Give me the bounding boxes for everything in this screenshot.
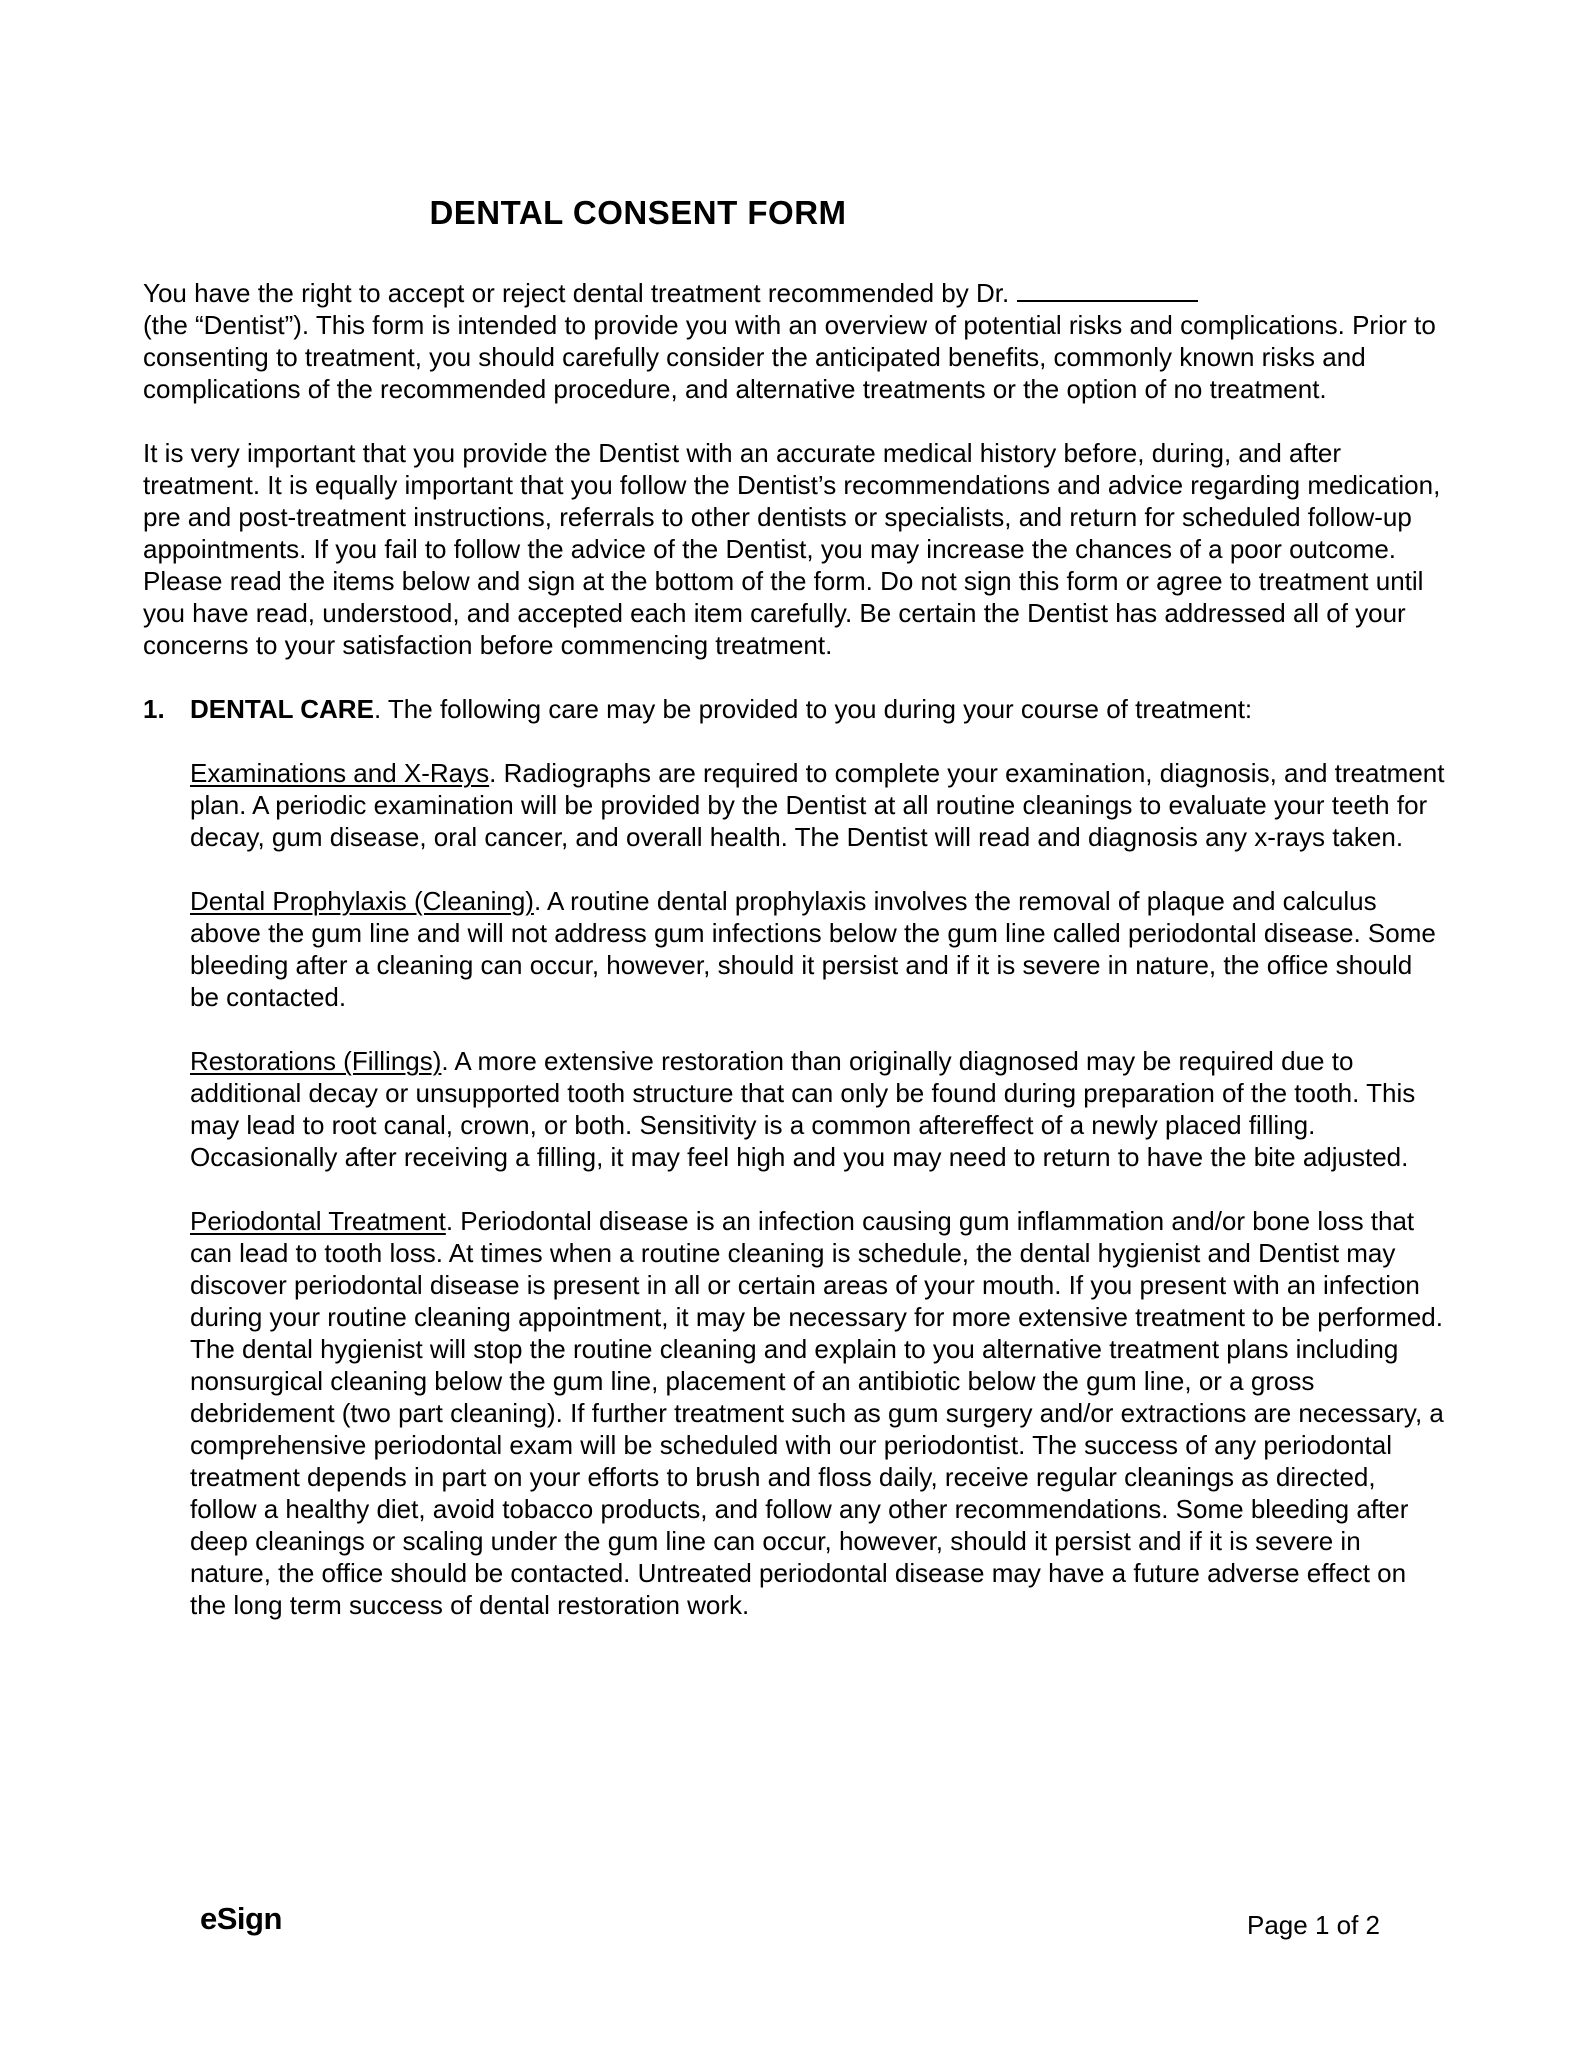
subsection-examinations	[190, 757, 1445, 853]
subsection-restorations-heading: Restorations (Fillings)	[190, 1046, 442, 1076]
subsection-restorations-body: . A more extensive restoration than originally diagnosed may be required due to additional decay or unsupported tooth structure that can only be found during preparation of the tooth. This may lead to root canal, crown, or both. Sensitivity is a common aftereffect of a newly placed filling. Occasionally after receiving a filling, it may feel high and you may need to return to have the bite adjusted.	[190, 1046, 1416, 1172]
intro-line1-text: You have the right to accept or reject dental treatment recommended by Dr.	[143, 278, 1010, 308]
esign-logo: eSign	[200, 1901, 282, 1936]
dental-care-heading-line	[190, 693, 1252, 725]
dental-care-item	[143, 693, 1445, 725]
document-content	[143, 193, 1445, 1653]
subsection-restorations	[190, 1045, 1445, 1173]
subsection-periodontal	[190, 1205, 1445, 1621]
subsection-examinations-body: . Radiographs are required to complete your examination, diagnosis, and treatment plan. A periodic examination will be provided by the Dentist at all routine cleanings to evaluate your teeth for decay, gum disease, oral cancer, and overall health. The Dentist will read and diagnosis any x-rays taken.	[190, 758, 1445, 852]
subsection-prophylaxis-heading: Dental Prophylaxis (Cleaning)	[190, 886, 534, 916]
page-number: Page 1 of 2	[1247, 1910, 1380, 1940]
dental-care-heading: DENTAL CARE	[190, 694, 374, 724]
subsection-periodontal-heading: Periodontal Treatment	[190, 1206, 446, 1236]
medical-history-paragraph: It is very important that you provide the Dentist with an accurate medical history before, during, and after treatment. It is equally important that you follow the Dentist’s recommendations and advice regarding medication, pre and post-treatment instructions, referrals to other dentists or specialists, and return for scheduled follow-up appointments. If you fail to follow the advice of the Dentist, you may increase the chances of a poor outcome. Please read the items below and sign at the bottom of the form. Do not sign this form or agree to treatment until you have read, understood, and accepted each item carefully. Be certain the Dentist has addressed all of your concerns to your satisfaction before commencing treatment.	[143, 438, 1441, 660]
subsection-periodontal-body: . Periodontal disease is an infection causing gum inflammation and/or bone loss that can lead to tooth loss. At times when a routine cleaning is schedule, the dental hygienist and Dentist may discover periodontal disease is present in all or certain areas of your mouth. If you present with an infection during your routine cleaning appointment, it may be necessary for more extensive treatment to be performed. The dental hygienist will stop the routine cleaning and explain to you alternative treatment plans including nonsurgical cleaning below the gum line, placement of an antibiotic below the gum line, or a gross debridement (two part cleaning). If further treatment such as gum surgery and/or extractions are necessary, a comprehensive periodontal exam will be scheduled with our periodontist. The success of any periodontal treatment depends in part on your efforts to brush and floss daily, receive regular cleanings as directed, follow a healthy diet, avoid tobacco products, and follow any other recommendations. Some bleeding after deep cleanings or scaling under the gum line can occur, however, should it persist and if it is severe in nature, the office should be contacted. Untreated periodontal disease may have a future adverse effect on the long term success of dental restoration work.	[190, 1206, 1444, 1620]
item-number: 1.	[143, 694, 165, 724]
intro-rest-text: (the “Dentist”). This form is intended to provide you with an overview of potential risks and complications. Prior to consenting to treatment, you should carefully consider the anticipated benefits, commonly known risks and complications of the recommended procedure, and alternative treatments or the option of no treatment.	[143, 310, 1436, 404]
subsection-prophylaxis	[190, 885, 1445, 1013]
subsection-prophylaxis-body: . A routine dental prophylaxis involves the removal of plaque and calculus above the gum line and will not address gum infections below the gum line called periodontal disease. Some bleeding after a cleaning can occur, however, should it persist and if it is severe in nature, the office should be contacted.	[190, 886, 1436, 1012]
page-title: DENTAL CONSENT FORM	[429, 194, 847, 231]
title-container	[143, 193, 1133, 233]
dentist-name-blank[interactable]	[1017, 283, 1198, 302]
intro-paragraph	[143, 277, 1445, 405]
subsection-examinations-heading: Examinations and X-Rays	[190, 758, 490, 788]
dental-care-heading-rest: . The following care may be provided to you during your course of treatment:	[373, 694, 1253, 724]
